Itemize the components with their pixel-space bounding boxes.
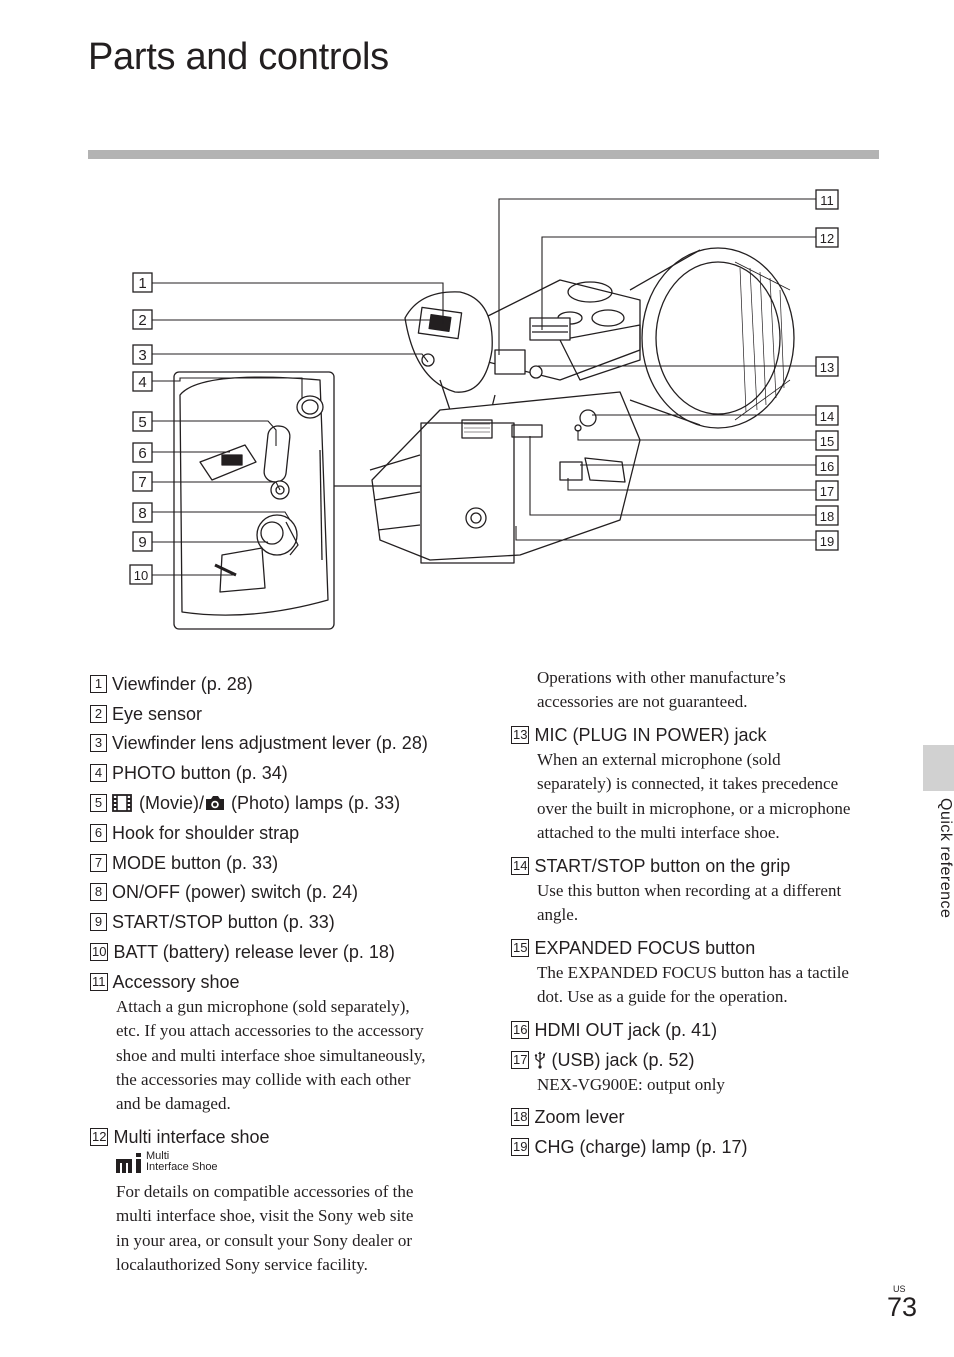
item-number: 2 bbox=[90, 705, 107, 723]
item-label-movie: (Movie)/ bbox=[134, 793, 205, 813]
list-item-17 bbox=[511, 1049, 695, 1071]
list-item-18 bbox=[511, 1106, 625, 1128]
item-label: CHG (charge) lamp (p. 17) bbox=[534, 1137, 748, 1157]
item-label: EXPANDED FOCUS button bbox=[534, 938, 756, 958]
item-number: 12 bbox=[92, 1129, 107, 1144]
mi-logo-mark bbox=[116, 1153, 144, 1173]
list-item-1 bbox=[90, 673, 253, 695]
list-item-10 bbox=[90, 941, 395, 963]
item-12-description-continued: Operations with other manufacture’s accessories are not guaranteed. bbox=[537, 668, 786, 712]
svg-text:17: 17 bbox=[819, 484, 835, 499]
callout-2 bbox=[133, 310, 152, 329]
item-number: 3 bbox=[90, 734, 107, 752]
item-label: MIC (PLUG IN POWER) jack bbox=[534, 725, 767, 745]
list-item-11 bbox=[90, 971, 240, 993]
item-15-description: The EXPANDED FOCUS button has a tactile dot. Use as a guide for the operation. bbox=[537, 963, 849, 1007]
callout-11 bbox=[816, 190, 838, 209]
list-item-2 bbox=[90, 703, 202, 725]
multi-interface-shoe-logo: Multi Interface Shoe bbox=[116, 1151, 218, 1173]
svg-text:7: 7 bbox=[138, 474, 147, 491]
callout-9 bbox=[133, 532, 152, 551]
list-item-3 bbox=[90, 732, 428, 754]
callout-16 bbox=[816, 456, 838, 475]
item-number: 4 bbox=[90, 764, 107, 782]
page-number: 73 bbox=[887, 1292, 918, 1322]
item-number: 16 bbox=[513, 1022, 528, 1037]
movie-film-icon bbox=[112, 794, 132, 812]
item-label: START/STOP button (p. 33) bbox=[112, 912, 335, 932]
item-label: START/STOP button on the grip bbox=[534, 856, 791, 876]
callout-1 bbox=[133, 273, 152, 292]
svg-text:18: 18 bbox=[819, 509, 835, 524]
item-label: Viewfinder lens adjustment lever (p. 28) bbox=[112, 733, 428, 753]
item-label: Viewfinder (p. 28) bbox=[112, 674, 253, 694]
callout-17 bbox=[816, 481, 838, 500]
svg-text:2: 2 bbox=[138, 312, 147, 329]
item-label: Hook for shoulder strap bbox=[112, 823, 300, 843]
item-17-description: NEX-VG900E: output only bbox=[537, 1075, 725, 1094]
callout-19 bbox=[816, 531, 838, 550]
list-item-13 bbox=[511, 724, 766, 746]
list-item-5 bbox=[90, 792, 400, 814]
svg-text:10: 10 bbox=[133, 568, 149, 583]
list-item-15 bbox=[511, 937, 755, 959]
list-item-14 bbox=[511, 855, 790, 877]
item-label: Accessory shoe bbox=[112, 972, 240, 992]
item-number: 11 bbox=[92, 974, 106, 989]
region-label: US bbox=[893, 1284, 906, 1294]
item-number: 6 bbox=[90, 824, 107, 842]
list-item-12 bbox=[90, 1126, 270, 1148]
item-label: ON/OFF (power) switch (p. 24) bbox=[112, 882, 359, 902]
svg-text:13: 13 bbox=[819, 360, 835, 375]
item-label: BATT (battery) release lever (p. 18) bbox=[113, 942, 395, 962]
svg-text:6: 6 bbox=[138, 445, 147, 462]
list-item-8 bbox=[90, 881, 358, 903]
callout-13 bbox=[816, 357, 838, 376]
item-number: 7 bbox=[90, 854, 107, 872]
item-number: 19 bbox=[513, 1139, 528, 1154]
svg-text:16: 16 bbox=[819, 459, 835, 474]
svg-text:4: 4 bbox=[138, 374, 147, 391]
callout-6 bbox=[133, 443, 152, 462]
svg-text:8: 8 bbox=[138, 505, 147, 522]
item-number: 13 bbox=[513, 727, 528, 742]
item-label: Multi interface shoe bbox=[113, 1127, 270, 1147]
section-tab-label: Quick reference bbox=[937, 798, 954, 919]
camera-icon bbox=[205, 795, 225, 811]
svg-text:14: 14 bbox=[819, 409, 835, 424]
svg-text:9: 9 bbox=[138, 534, 147, 551]
callout-4 bbox=[133, 372, 152, 391]
list-item-7 bbox=[90, 852, 278, 874]
callout-7 bbox=[133, 472, 152, 491]
item-label: Zoom lever bbox=[534, 1107, 625, 1127]
list-item-16 bbox=[511, 1019, 717, 1041]
item-number: 18 bbox=[513, 1109, 528, 1124]
item-number: 14 bbox=[513, 858, 528, 873]
svg-text:11: 11 bbox=[820, 193, 834, 208]
usb-icon bbox=[534, 1051, 546, 1069]
callout-5 bbox=[133, 412, 152, 431]
item-number: 17 bbox=[513, 1052, 528, 1067]
callout-15 bbox=[816, 431, 838, 450]
item-number: 10 bbox=[92, 944, 107, 959]
list-item-19 bbox=[511, 1136, 748, 1158]
svg-text:19: 19 bbox=[819, 534, 835, 549]
list-item-6 bbox=[90, 822, 299, 844]
svg-text:5: 5 bbox=[138, 414, 147, 431]
item-label: Eye sensor bbox=[112, 704, 203, 724]
item-label: (USB) jack (p. 52) bbox=[546, 1050, 695, 1070]
svg-text:15: 15 bbox=[819, 434, 835, 449]
callout-18 bbox=[816, 506, 838, 525]
svg-text:3: 3 bbox=[138, 347, 147, 364]
callout-12 bbox=[816, 228, 838, 247]
list-item-4 bbox=[90, 762, 288, 784]
svg-text:1: 1 bbox=[138, 275, 147, 292]
svg-text:12: 12 bbox=[819, 231, 835, 246]
item-number: 1 bbox=[90, 675, 107, 693]
callout-3 bbox=[133, 345, 152, 364]
callout-8 bbox=[133, 503, 152, 522]
page-title: Parts and controls bbox=[88, 36, 389, 78]
item-number: 9 bbox=[90, 913, 107, 931]
item-label: HDMI OUT jack (p. 41) bbox=[534, 1020, 718, 1040]
item-13-description: When an external microphone (sold separately) is connected, it takes precedence over the built in microphone, or a microphone attached to the multi interface shoe. bbox=[537, 750, 851, 842]
item-11-description: Attach a gun microphone (sold separately), etc. If you attach accessories to the accessory shoe and multi interface shoe simultaneously, the accessories may collide with each other and be damaged. bbox=[116, 997, 426, 1114]
item-label: PHOTO button (p. 34) bbox=[112, 763, 288, 783]
item-14-description: Use this button when recording at a different angle. bbox=[537, 881, 842, 925]
item-label-photo: (Photo) lamps (p. 33) bbox=[226, 793, 401, 813]
list-item-9 bbox=[90, 911, 335, 933]
section-tab-marker bbox=[923, 745, 954, 791]
item-12-description: For details on compatible accessories of the multi interface shoe, visit the Sony web site in your area, or consult your Sony dealer or localauthorized Sony service facility. bbox=[116, 1182, 414, 1274]
callout-14 bbox=[816, 406, 838, 425]
item-number: 15 bbox=[513, 940, 528, 955]
callout-10 bbox=[130, 565, 152, 584]
item-label: MODE button (p. 33) bbox=[112, 853, 279, 873]
camera-diagram bbox=[0, 0, 954, 650]
item-number: 5 bbox=[90, 794, 107, 812]
item-number: 8 bbox=[90, 883, 107, 901]
